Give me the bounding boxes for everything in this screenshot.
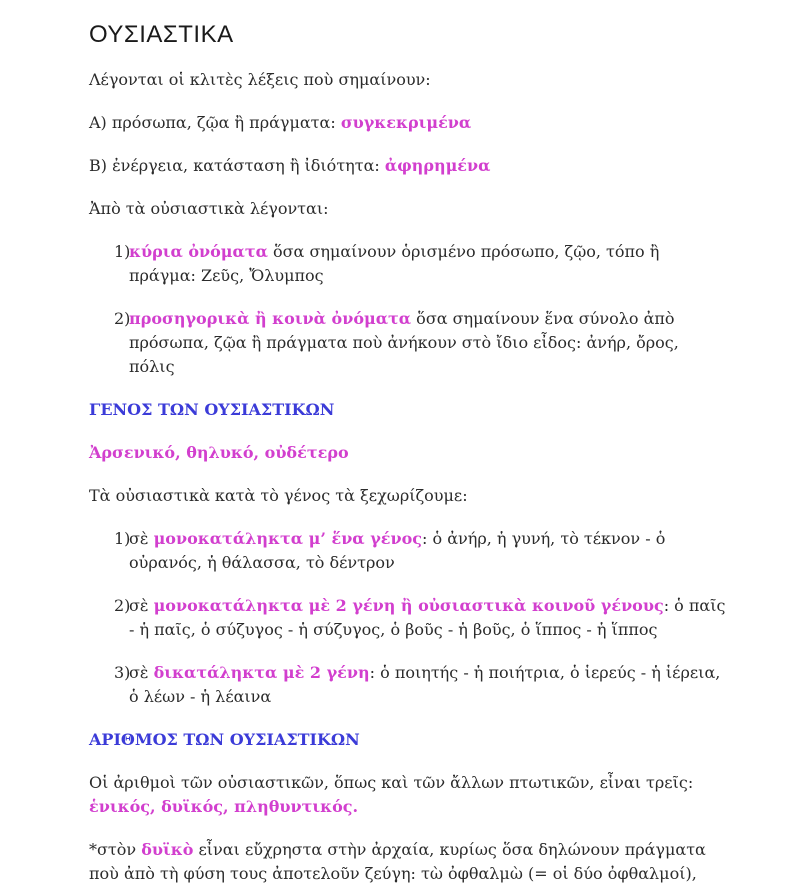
list-prefix: σὲ [129,529,154,548]
line-a-text: Α) πρόσωπα, ζῷα ἢ πράγματα: [89,113,341,132]
list-highlight: δικατάληκτα μὲ 2 γένη [153,663,370,682]
page-title: ΟΥΣΙΑΣΤΙΚΑ [89,21,234,48]
list-text: : ὁ ποιητής - ἡ ποιήτρια, ὁ ἱερεύς - ἡ ἱέρεια, ὁ λέων - ἡ λέαινα [129,663,721,706]
list-number: 1) [114,242,131,261]
dual-note-prefix: *στὸν [89,840,142,859]
dual-note-highlight: δυϊκὸ [141,840,194,859]
number-text-prefix: Οἱ ἀριθμοὶ τῶν οὐσιαστικῶν, ὅπως καὶ τῶν ἄλλων πτωτικῶν, εἶναι τρεῖς: [89,773,694,792]
number-heading: ΑΡΙΘΜΟΣ ΤΩΝ ΟΥΣΙΑΣΤΙΚΩΝ [89,730,360,749]
number-text [89,771,729,819]
list-text: ὅσα σημαίνουν ἕνα σύνολο ἀπὸ πρόσωπα, ζῷα ἢ πράγματα ποὺ ἀνήκουν στὸ ἴδιο εἶδος: ἀνήρ, ὄρος, πόλις [129,309,679,376]
line-b-text: Β) ἐνέργεια, κατάσταση ἢ ἰδιότητα: [89,156,385,175]
list-highlight: προσηγορικὰ ἢ κοινὰ ὀνόματα [129,309,412,328]
from-nouns-text: Ἀπὸ τὰ οὐσιαστικὰ λέγονται: [89,199,329,218]
gender-subheading: Ἀρσενικό, θηλυκό, οὐδέτερο [89,443,349,462]
dual-note-text: εἶναι εὔχρηστα στὴν ἀρχαία, κυρίως ὅσα δηλώνουν πράγματα ποὺ ἀπὸ τὴ φύση τους ἀποτελοῦν ζεύγη: τὼ ὀφθαλμὼ (= οἱ δύο ὀφθαλμοί), [89,840,706,883]
list-highlight: μονοκατάληκτα μ’ ἕνα γένος [153,529,422,548]
list-highlight: κύρια ὀνόματα [129,242,268,261]
line-b [89,154,729,178]
dual-note [89,838,729,886]
list-item [89,240,729,288]
gender-list [89,527,729,709]
list-prefix: σὲ [129,596,154,615]
list-number: 2) [114,596,131,615]
list-highlight: μονοκατάληκτα μὲ 2 γένη ἢ οὐσιαστικὰ κοινοῦ γένους [153,596,664,615]
gender-intro: Τὰ οὐσιαστικὰ κατὰ τὸ γένος τὰ ξεχωρίζουμε: [89,486,468,505]
list-number: 1) [114,529,131,548]
number-text-highlight: ἑνικός, δυϊκός, πληθυντικός. [89,797,359,816]
list-item [89,594,729,642]
list-number: 3) [114,663,131,682]
list-number: 2) [114,309,131,328]
list-prefix: σὲ [129,663,154,682]
intro-text: Λέγονται οἱ κλιτὲς λέξεις ποὺ σημαίνουν: [89,70,431,89]
list-text: : ὁ παῖς - ἡ παῖς, ὁ σύζυγος - ἡ σύζυγος, ὁ βοῦς - ἡ βοῦς, ὁ ἵππος - ἡ ἵππος [129,596,726,639]
list-text: ὅσα σημαίνουν ὁρισμένο πρόσωπο, ζῷο, τόπο ἢ πράγμα: Ζεῦς, Ὄλυμπος [129,242,660,285]
list-item [89,527,729,575]
line-b-highlight: ἀφηρημένα [384,156,491,175]
list-item [89,661,729,709]
line-a [89,111,729,135]
noun-types-list [89,240,729,379]
list-text: : ὁ ἀνήρ, ἡ γυνή, τὸ τέκνον - ὁ οὐρανός, ἡ θάλασσα, τὸ δέντρον [129,529,666,572]
line-a-highlight: συγκεκριμένα [340,113,472,132]
list-item [89,307,729,379]
gender-heading: ΓΕΝΟΣ ΤΩΝ ΟΥΣΙΑΣΤΙΚΩΝ [89,400,335,419]
article-content [89,16,729,886]
